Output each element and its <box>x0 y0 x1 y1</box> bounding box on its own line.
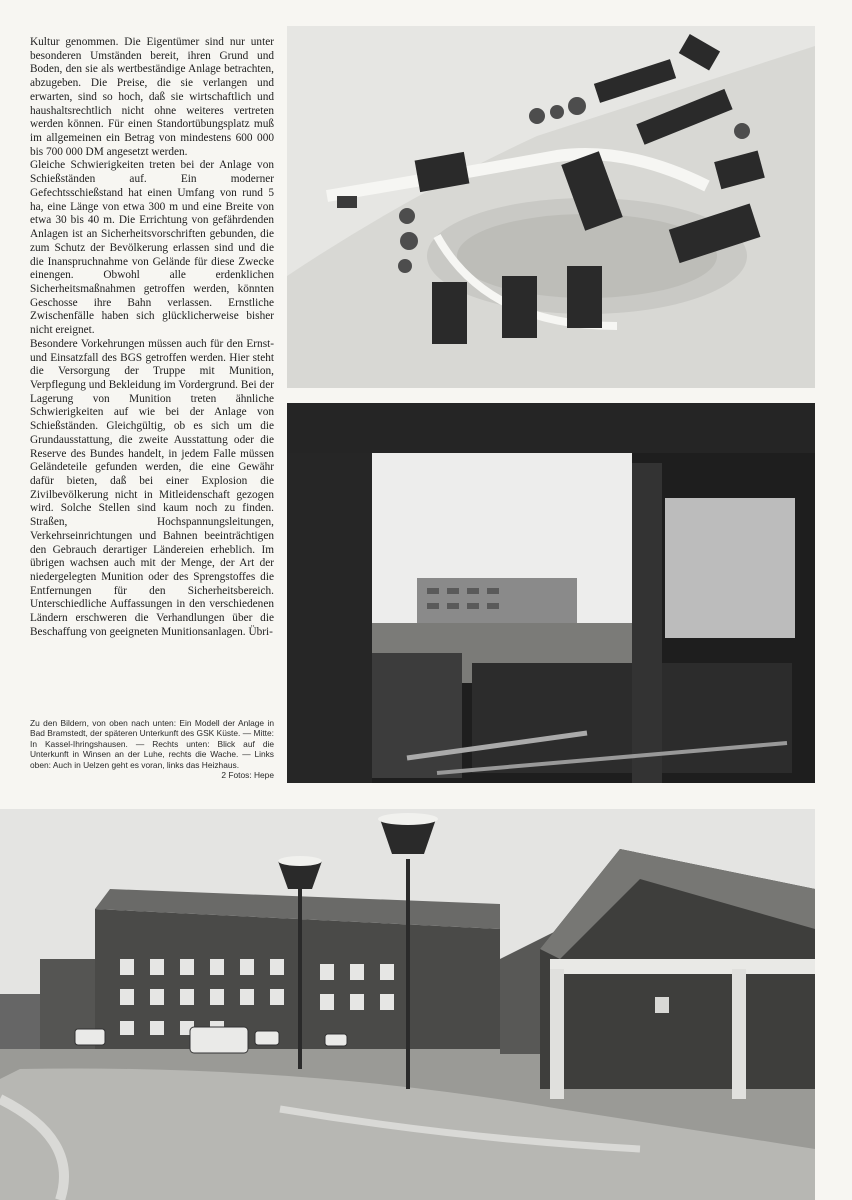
article-paragraph: Kultur genommen. Die Eigentümer sind nur unter besonderen Umständen bereit, ihren Grund und Boden, den sie als wertbeständige Anlage betrachten, abzugeben. Die Preise, die sie verlangen und erwarten, sind so hoch, daß sie wirtschaftlich und haushaltsrechtlich nicht ohne weiteres vertreten werden können. Für einen Standortübungsplatz muß im allgemeinen ein Betrag von mindestens 600 000 bis 700 000 DM angesetzt werden. <box>30 36 274 158</box>
photo-caption <box>30 718 274 780</box>
photo-credit: 2 Fotos: Hepe <box>221 770 274 781</box>
article-paragraph: Besondere Vorkehrungen müssen auch für den Ernst- und Einsatzfall des BGS getroffen werden. Hier steht die Versorgung der Truppe mit Munition, Verpflegung und Bekleidung im Vordergrund. Bei der Lagerung von Munition treten ähnliche Schwierigkeiten auf wie bei der Anlage von Schießständen. Gleichgültig, ob es sich um die Grundausstattung, die zweite Ausstattung oder die Reserve des Bundes handelt, in jedem Falle müssen Geländeteile gefunden werden, die eine Gewähr dafür bieten, daß bei einer Explosion die Zivilbevölkerung nicht in Mitleidenschaft gezogen wird. Solche Stellen sind kaum noch zu finden. Straßen, Hochspannungsleitungen, Verkehrseinrichtungen und Bahnen beeinträchtigen den Gebrauch derartiger Ländereien erheblich. Im übrigen wachsen auch mit der Menge, der Art der niedergelegten Munition oder des Sprengstoffes die Entfernungen für den Sicherheitsbereich. Unterschiedliche Auffassungen in den verschiedenen Ländern erschweren die Verhandlungen über die Beschaffung von geeigneten Munitionsanlagen. Übri- <box>30 337 274 638</box>
article-paragraph: Gleiche Schwierigkeiten treten bei der Anlage von Schießständen auf. Ein moderner Gefechtsschießstand hat einen Umfang von rund 5 ha, eine Länge von etwa 300 m und eine Breite von etwa 30 bis 40 m. Die Errichtung von gefährdenden Anlagen ist an Sicherheitsvorschriften gebunden, die zum Schutz der Bevölkerung erlassen sind und die die Inanspruchnahme von Gelände für diese Zwecke einengen. Obwohl alle erdenklichen Sicherheitsmaßnahmen getroffen werden, könnten Geschosse ihre Bahn verlassen. Ernstliche Zwischenfälle haben sich glücklicherweise bisher nicht ereignet. <box>30 159 274 337</box>
article-column <box>30 36 274 640</box>
photo-model <box>287 26 815 388</box>
photo-construction <box>287 403 815 783</box>
photo-barracks <box>0 809 815 1200</box>
caption-text: Zu den Bildern, von oben nach unten: Ein Modell der Anlage in Bad Bramstedt, der späteren Unterkunft des GSK Küste. — Mitte: In Kassel-Ihringshausen. — Rechts unten: Blick auf die Unterkunft in Winsen an der Luhe, rechts die Wache. — Links oben: Auch in Uelzen geht es voran, links das Heizhaus. <box>30 718 274 770</box>
